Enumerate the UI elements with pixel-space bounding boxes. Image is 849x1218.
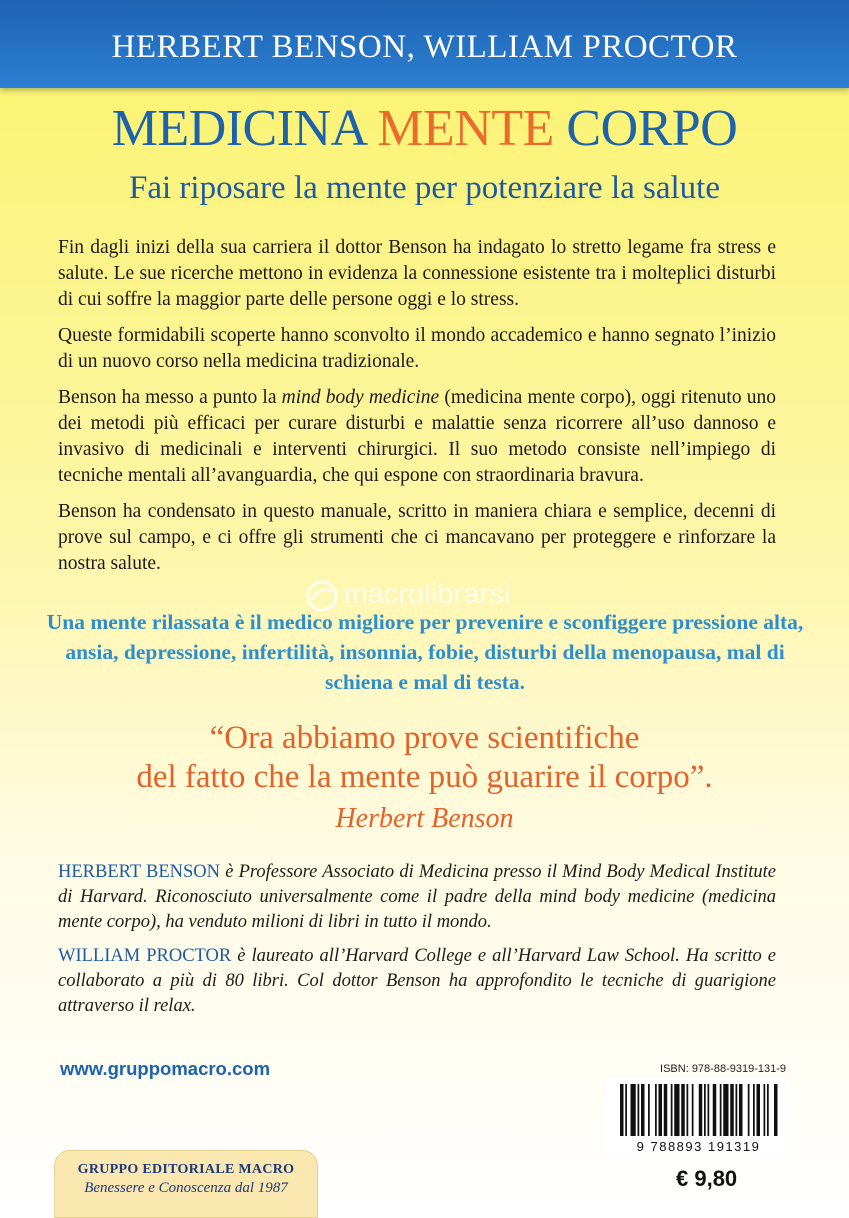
isbn-label: ISBN: 978-88-9319-131-9 bbox=[660, 1063, 786, 1075]
description-paragraph-2: Queste formidabili scoperte hanno sconvolto il mondo accademico e hanno segnato l’inizio di un nuovo corso nella medicina tradizionale. bbox=[58, 325, 776, 372]
description-body bbox=[58, 235, 776, 587]
publisher-name: GRUPPO EDITORIALE MACRO bbox=[77, 1162, 295, 1177]
paragraph-3-end: (medicina mente corpo), oggi ritenuto uno dei metodi più efficaci per curare disturbi e malattie senza ricorrere all’uso dannoso e invasivo di medicinali e interventi chirurgici. Il suo metodo consiste nell’impiego di tecniche mentali all’avanguardia, che qui espone con straordinaria bravura. bbox=[58, 387, 776, 486]
description-paragraph-3 bbox=[58, 385, 776, 489]
watermark-text: macrolibrarsi bbox=[344, 578, 511, 609]
bio-benson bbox=[58, 860, 776, 935]
highlight-statement: Una mente rilassata è il medico migliore per prevenire e sconfiggere pressione alta, ansia, depressione, infertilità, insonnia, fobie, disturbi della menopausa, mal di schiena e mal di testa. bbox=[46, 610, 804, 694]
barcode-bars bbox=[606, 1078, 790, 1140]
quote bbox=[0, 719, 849, 797]
barcode-digits: 9 788893 191319 bbox=[636, 1139, 761, 1154]
authors-header: HERBERT BENSON, WILLIAM PROCTOR bbox=[111, 29, 738, 65]
title-word-corpo: CORPO bbox=[566, 100, 738, 157]
paragraph-3-emphasis: mind body medicine bbox=[281, 387, 440, 408]
bio-benson-name: HERBERT BENSON bbox=[58, 862, 221, 882]
quote-author: Herbert Benson bbox=[335, 803, 514, 834]
bio-proctor bbox=[58, 944, 776, 1019]
bio-proctor-name: WILLIAM PROCTOR bbox=[58, 946, 232, 966]
publisher-website-link[interactable]: www.gruppomacro.com bbox=[60, 1058, 271, 1079]
bio-proctor-text: è laureato all’Harvard College e all’Harvard Law School. Ha scritto e collaborato a più di 80 libri. Col dottor Benson ha approfondito le tecniche di guarigione attraverso il relax. bbox=[58, 946, 777, 1016]
book-subtitle: Fai riposare la mente per potenziare la salute bbox=[129, 170, 720, 206]
author-bios bbox=[58, 860, 776, 1028]
price: € 9,80 bbox=[676, 1166, 738, 1191]
bio-benson-text: è Professore Associato di Medicina presso il Mind Body Medical Institute di Harvard. Riconosciuto universalmente come il padre della mind body medicine (medicina mente corpo), ha venduto milioni di libri in tutto il mondo. bbox=[58, 862, 777, 932]
publisher-logo-box bbox=[54, 1150, 318, 1218]
title-word-medicina: MEDICINA bbox=[111, 100, 365, 157]
book-title bbox=[0, 98, 849, 160]
quote-line-2: del fatto che la mente può guarire il corpo”. bbox=[136, 759, 713, 795]
title-word-mente: MENTE bbox=[377, 100, 554, 157]
description-paragraph-4: Benson ha condensato in questo manuale, scritto in maniera chiara e semplice, decenni di prove sul campo, e ci offre gli strumenti che ci mancavano per proteggere e rinforzare la nostra salute. bbox=[58, 501, 776, 574]
paragraph-3-start: Benson ha messo a punto la bbox=[58, 387, 282, 408]
quote-line-1: “Ora abbiamo prove scientifiche bbox=[209, 720, 640, 756]
publisher-tagline: Benessere e Conoscenza dal 1987 bbox=[84, 1180, 288, 1196]
description-paragraph-1: Fin dagli inizi della sua carriera il dottor Benson ha indagato lo stretto legame fra stress e salute. Le sue ricerche mettono in evidenza la connessione esistente tra i molteplici disturbi di cui soffre la maggior parte delle persone oggi e lo stress. bbox=[58, 237, 776, 310]
